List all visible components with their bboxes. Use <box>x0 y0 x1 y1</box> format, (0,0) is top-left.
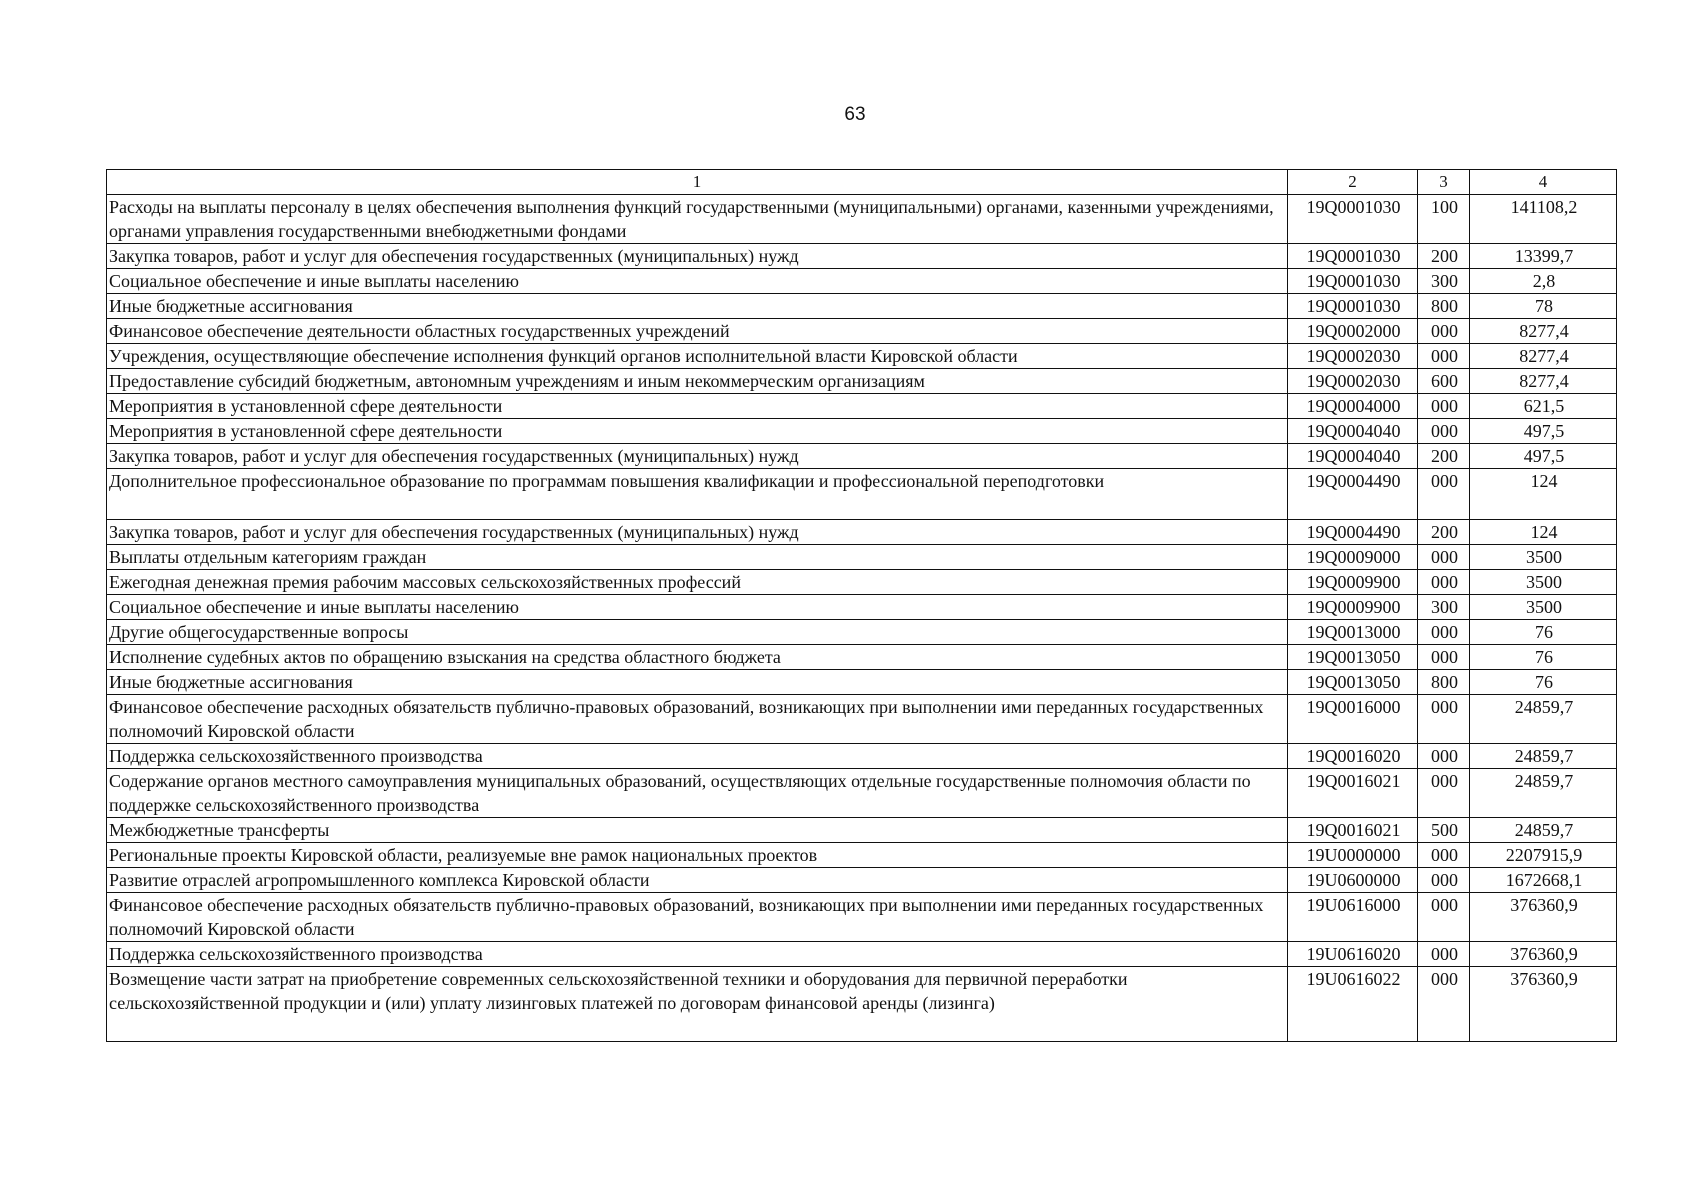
row-type-cell: 000 <box>1418 545 1470 570</box>
table-row <box>107 319 1617 344</box>
row-name-cell: Поддержка сельскохозяйственного производства <box>107 744 1288 769</box>
row-amount-cell: 2207915,9 <box>1470 843 1617 868</box>
row-type-cell: 000 <box>1418 645 1470 670</box>
page-number: 63 <box>844 104 866 125</box>
row-amount-cell: 1672668,1 <box>1470 868 1617 893</box>
row-amount-cell: 124 <box>1470 520 1617 545</box>
row-amount-cell: 376360,9 <box>1470 967 1617 1042</box>
row-name-cell: Иные бюджетные ассигнования <box>107 670 1288 695</box>
row-name-cell: Возмещение части затрат на приобретение современных сельскохозяйственной техники и оборудования для первичной переработки сельскохозяйственной продукции и (или) уплату лизинговых платежей по договорам финансовой аренды (лизинга) <box>107 967 1288 1042</box>
row-name-cell: Ежегодная денежная премия рабочим массовых сельскохозяйственных профессий <box>107 570 1288 595</box>
row-name-cell: Финансовое обеспечение расходных обязательств публично-правовых образований, возникающих при выполнении ими переданных государственных полномочий Кировской области <box>107 893 1288 942</box>
row-type-cell: 200 <box>1418 244 1470 269</box>
table-row <box>107 469 1617 520</box>
row-type-cell: 000 <box>1418 967 1470 1042</box>
column-header-3: 3 <box>1418 170 1470 195</box>
row-amount-cell: 13399,7 <box>1470 244 1617 269</box>
row-amount-cell: 124 <box>1470 469 1617 520</box>
table-row <box>107 394 1617 419</box>
row-amount-cell: 497,5 <box>1470 444 1617 469</box>
row-name-cell: Развитие отраслей агропромышленного комплекса Кировской области <box>107 868 1288 893</box>
header-row <box>107 170 1617 195</box>
row-amount-cell: 3500 <box>1470 595 1617 620</box>
table-row <box>107 545 1617 570</box>
row-amount-cell: 376360,9 <box>1470 942 1617 967</box>
row-code-cell: 19U0616020 <box>1288 942 1418 967</box>
row-code-cell: 19Q0002030 <box>1288 369 1418 394</box>
table-row <box>107 369 1617 394</box>
column-header-4: 4 <box>1470 170 1617 195</box>
row-code-cell: 19U0600000 <box>1288 868 1418 893</box>
row-type-cell: 100 <box>1418 195 1470 244</box>
table-row <box>107 967 1617 1042</box>
row-amount-cell: 76 <box>1470 670 1617 695</box>
row-code-cell: 19Q0001030 <box>1288 195 1418 244</box>
row-type-cell: 000 <box>1418 570 1470 595</box>
row-code-cell: 19Q0004000 <box>1288 394 1418 419</box>
row-name-cell: Расходы на выплаты персоналу в целях обеспечения выполнения функций государственными (муниципальными) органами, казенными учреждениями, органами управления государственными внебюджетными фондами <box>107 195 1288 244</box>
row-code-cell: 19U0616022 <box>1288 967 1418 1042</box>
row-type-cell: 800 <box>1418 294 1470 319</box>
row-name-cell: Мероприятия в установленной сфере деятельности <box>107 394 1288 419</box>
table-row <box>107 670 1617 695</box>
budget-table <box>106 169 1617 1042</box>
row-name-cell: Учреждения, осуществляющие обеспечение исполнения функций органов исполнительной власти Кировской области <box>107 344 1288 369</box>
row-type-cell: 300 <box>1418 595 1470 620</box>
row-amount-cell: 8277,4 <box>1470 319 1617 344</box>
row-type-cell: 000 <box>1418 942 1470 967</box>
row-amount-cell: 8277,4 <box>1470 369 1617 394</box>
table-row <box>107 942 1617 967</box>
row-name-cell: Иные бюджетные ассигнования <box>107 294 1288 319</box>
row-name-cell: Финансовое обеспечение расходных обязательств публично-правовых образований, возникающих при выполнении ими переданных государственных полномочий Кировской области <box>107 695 1288 744</box>
row-type-cell: 500 <box>1418 818 1470 843</box>
row-name-cell: Дополнительное профессиональное образование по программам повышения квалификации и профессиональной переподготовки <box>107 469 1288 520</box>
row-amount-cell: 376360,9 <box>1470 893 1617 942</box>
table-row <box>107 893 1617 942</box>
row-code-cell: 19Q0004040 <box>1288 419 1418 444</box>
row-name-cell: Закупка товаров, работ и услуг для обеспечения государственных (муниципальных) нужд <box>107 520 1288 545</box>
table-row <box>107 620 1617 645</box>
row-amount-cell: 24859,7 <box>1470 695 1617 744</box>
row-code-cell: 19Q0004040 <box>1288 444 1418 469</box>
row-amount-cell: 24859,7 <box>1470 818 1617 843</box>
table-row <box>107 868 1617 893</box>
column-header-2: 2 <box>1288 170 1418 195</box>
row-code-cell: 19Q0013050 <box>1288 670 1418 695</box>
table-body <box>107 195 1617 1042</box>
row-type-cell: 200 <box>1418 520 1470 545</box>
row-name-cell: Социальное обеспечение и иные выплаты населению <box>107 595 1288 620</box>
row-code-cell: 19Q0001030 <box>1288 294 1418 319</box>
row-code-cell: 19Q0004490 <box>1288 469 1418 520</box>
row-name-cell: Закупка товаров, работ и услуг для обеспечения государственных (муниципальных) нужд <box>107 444 1288 469</box>
row-code-cell: 19Q0016000 <box>1288 695 1418 744</box>
table-row <box>107 444 1617 469</box>
row-amount-cell: 2,8 <box>1470 269 1617 294</box>
table-row <box>107 570 1617 595</box>
row-type-cell: 000 <box>1418 744 1470 769</box>
row-code-cell: 19Q0013050 <box>1288 645 1418 670</box>
row-code-cell: 19Q0016021 <box>1288 769 1418 818</box>
row-code-cell: 19U0000000 <box>1288 843 1418 868</box>
row-code-cell: 19Q0013000 <box>1288 620 1418 645</box>
row-name-cell: Межбюджетные трансферты <box>107 818 1288 843</box>
row-amount-cell: 3500 <box>1470 570 1617 595</box>
row-amount-cell: 78 <box>1470 294 1617 319</box>
row-amount-cell: 24859,7 <box>1470 744 1617 769</box>
table-row <box>107 595 1617 620</box>
row-type-cell: 000 <box>1418 695 1470 744</box>
row-code-cell: 19Q0001030 <box>1288 269 1418 294</box>
table-row <box>107 843 1617 868</box>
row-amount-cell: 76 <box>1470 620 1617 645</box>
row-code-cell: 19Q0002030 <box>1288 344 1418 369</box>
row-type-cell: 600 <box>1418 369 1470 394</box>
table-row <box>107 695 1617 744</box>
row-code-cell: 19Q0009900 <box>1288 595 1418 620</box>
table-row <box>107 344 1617 369</box>
table-row <box>107 294 1617 319</box>
row-type-cell: 300 <box>1418 269 1470 294</box>
row-code-cell: 19Q0009900 <box>1288 570 1418 595</box>
row-type-cell: 800 <box>1418 670 1470 695</box>
table-row <box>107 419 1617 444</box>
row-code-cell: 19Q0004490 <box>1288 520 1418 545</box>
table-row <box>107 269 1617 294</box>
row-type-cell: 000 <box>1418 319 1470 344</box>
row-amount-cell: 24859,7 <box>1470 769 1617 818</box>
row-amount-cell: 497,5 <box>1470 419 1617 444</box>
column-header-1: 1 <box>107 170 1288 195</box>
table-row <box>107 195 1617 244</box>
row-code-cell: 19Q0016021 <box>1288 818 1418 843</box>
row-amount-cell: 3500 <box>1470 545 1617 570</box>
row-name-cell: Мероприятия в установленной сфере деятельности <box>107 419 1288 444</box>
row-type-cell: 000 <box>1418 419 1470 444</box>
row-type-cell: 000 <box>1418 344 1470 369</box>
row-name-cell: Предоставление субсидий бюджетным, автономным учреждениям и иным некоммерческим организациям <box>107 369 1288 394</box>
row-type-cell: 000 <box>1418 620 1470 645</box>
table-row <box>107 818 1617 843</box>
row-name-cell: Финансовое обеспечение деятельности областных государственных учреждений <box>107 319 1288 344</box>
table-row <box>107 244 1617 269</box>
row-name-cell: Региональные проекты Кировской области, реализуемые вне рамок национальных проектов <box>107 843 1288 868</box>
table-row <box>107 520 1617 545</box>
table-row <box>107 744 1617 769</box>
row-amount-cell: 8277,4 <box>1470 344 1617 369</box>
row-type-cell: 000 <box>1418 394 1470 419</box>
row-type-cell: 000 <box>1418 893 1470 942</box>
row-type-cell: 000 <box>1418 868 1470 893</box>
row-code-cell: 19Q0001030 <box>1288 244 1418 269</box>
row-type-cell: 000 <box>1418 769 1470 818</box>
row-type-cell: 200 <box>1418 444 1470 469</box>
row-type-cell: 000 <box>1418 469 1470 520</box>
row-type-cell: 000 <box>1418 843 1470 868</box>
row-amount-cell: 141108,2 <box>1470 195 1617 244</box>
table-row <box>107 769 1617 818</box>
table-row <box>107 645 1617 670</box>
row-name-cell: Социальное обеспечение и иные выплаты населению <box>107 269 1288 294</box>
row-name-cell: Закупка товаров, работ и услуг для обеспечения государственных (муниципальных) нужд <box>107 244 1288 269</box>
row-code-cell: 19Q0016020 <box>1288 744 1418 769</box>
row-code-cell: 19U0616000 <box>1288 893 1418 942</box>
row-amount-cell: 621,5 <box>1470 394 1617 419</box>
row-code-cell: 19Q0002000 <box>1288 319 1418 344</box>
row-name-cell: Исполнение судебных актов по обращению взыскания на средства областного бюджета <box>107 645 1288 670</box>
row-name-cell: Другие общегосударственные вопросы <box>107 620 1288 645</box>
row-name-cell: Поддержка сельскохозяйственного производства <box>107 942 1288 967</box>
row-name-cell: Содержание органов местного самоуправления муниципальных образований, осуществляющих отдельные государственные полномочия области по поддержке сельскохозяйственного производства <box>107 769 1288 818</box>
row-name-cell: Выплаты отдельным категориям граждан <box>107 545 1288 570</box>
row-amount-cell: 76 <box>1470 645 1617 670</box>
row-code-cell: 19Q0009000 <box>1288 545 1418 570</box>
